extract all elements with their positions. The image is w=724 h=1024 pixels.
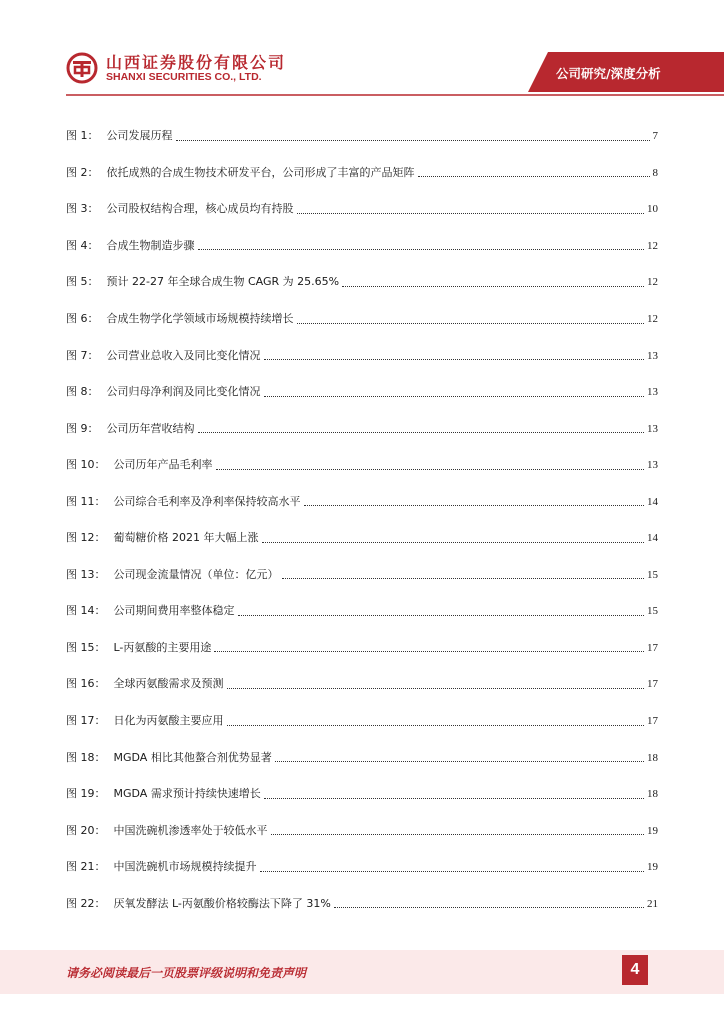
figure-number: 图 18： bbox=[66, 750, 106, 764]
figure-title: 合成生物制造步骤 bbox=[106, 238, 195, 252]
figure-list-item[interactable] bbox=[66, 337, 658, 374]
figure-list-item[interactable] bbox=[66, 703, 658, 740]
figure-title: 公司现金流量情况（单位：亿元） bbox=[113, 567, 279, 581]
dot-leader bbox=[227, 725, 645, 726]
figure-number: 图 1： bbox=[66, 129, 99, 143]
figure-title: MGDA 需求预计持续快速增长 bbox=[113, 787, 261, 801]
figure-number: 图 5： bbox=[66, 275, 99, 289]
figure-number: 图 17： bbox=[66, 714, 106, 728]
figure-number: 图 13： bbox=[66, 567, 106, 581]
figure-number: 图 6： bbox=[66, 312, 99, 325]
figure-title: 日化为丙氨酸主要应用 bbox=[113, 714, 224, 728]
figure-title: 依托成熟的合成生物技术研发平台，公司形成了丰富的产品矩阵 bbox=[106, 165, 415, 179]
dot-leader bbox=[198, 432, 645, 433]
figure-page-number: 7 bbox=[652, 130, 658, 143]
figure-list-item[interactable] bbox=[66, 812, 658, 849]
figure-page-number: 8 bbox=[652, 166, 658, 179]
figure-title: 葡萄糖价格 2021 年大幅上涨 bbox=[113, 531, 259, 545]
figure-list bbox=[66, 118, 658, 922]
dot-leader bbox=[238, 615, 645, 616]
figure-list-item[interactable] bbox=[66, 301, 658, 338]
dot-leader bbox=[216, 469, 645, 470]
figure-page-number: 17 bbox=[647, 715, 658, 728]
footer-band bbox=[0, 940, 724, 1024]
figure-page-number: 21 bbox=[647, 897, 658, 910]
figure-list-item[interactable] bbox=[66, 593, 658, 630]
dot-leader bbox=[227, 688, 645, 689]
figure-list-item[interactable] bbox=[66, 776, 658, 813]
figure-list-item[interactable] bbox=[66, 483, 658, 520]
figure-title: 中国洗碗机渗透率处于较低水平 bbox=[113, 823, 268, 837]
dot-leader bbox=[282, 578, 645, 579]
figure-number: 图 22： bbox=[66, 896, 106, 910]
figure-page-number: 18 bbox=[647, 751, 658, 764]
figure-page-number: 18 bbox=[647, 788, 658, 801]
figure-title: 公司发展历程 bbox=[106, 129, 173, 143]
figure-title: 预计 22-27 年全球合成生物 CAGR 为 25.65% bbox=[106, 275, 340, 289]
figure-page-number: 19 bbox=[647, 824, 658, 837]
figure-page-number: 10 bbox=[647, 203, 658, 216]
figure-title: 公司股权结构合理，核心成员均有持股 bbox=[106, 202, 294, 216]
figure-list-item[interactable] bbox=[66, 410, 658, 447]
figure-title: 公司综合毛利率及净利率保持较高水平 bbox=[113, 494, 301, 508]
figure-list-item[interactable] bbox=[66, 557, 658, 594]
dot-leader bbox=[260, 871, 645, 872]
figure-list-item[interactable] bbox=[66, 739, 658, 776]
figure-list-item[interactable] bbox=[66, 118, 658, 155]
dot-leader bbox=[275, 761, 644, 762]
figure-title: MGDA 相比其他螯合剂优势显著 bbox=[113, 750, 272, 764]
figure-title: 公司历年营收结构 bbox=[106, 421, 195, 435]
figure-number: 图 12： bbox=[66, 531, 106, 545]
figure-page-number: 17 bbox=[647, 641, 658, 654]
figure-number: 图 15： bbox=[66, 640, 106, 654]
dot-leader bbox=[264, 798, 644, 799]
figure-number: 图 20： bbox=[66, 823, 106, 837]
figure-page-number: 19 bbox=[647, 861, 658, 874]
figure-title: 厌氧发酵法 L-丙氨酸价格较酶法下降了 31% bbox=[113, 896, 331, 910]
figure-page-number: 15 bbox=[647, 568, 658, 581]
figure-list-item[interactable] bbox=[66, 520, 658, 557]
dot-leader bbox=[214, 651, 644, 652]
figure-page-number: 13 bbox=[647, 459, 658, 472]
figure-page-number: 14 bbox=[647, 495, 658, 508]
section-label: 公司研究/深度分析 bbox=[556, 66, 661, 81]
figure-number: 图 11： bbox=[66, 494, 106, 508]
figure-number: 图 3： bbox=[66, 202, 99, 216]
page-header bbox=[0, 0, 724, 100]
figure-page-number: 12 bbox=[647, 239, 658, 252]
figure-list-item[interactable] bbox=[66, 885, 658, 922]
dot-leader bbox=[264, 359, 645, 360]
figure-title: 公司营业总收入及同比变化情况 bbox=[106, 348, 261, 362]
figure-list-item[interactable] bbox=[66, 849, 658, 886]
figure-list-item[interactable] bbox=[66, 630, 658, 667]
figure-title: 中国洗碗机市场规模持续提升 bbox=[113, 860, 257, 874]
figure-list-item[interactable] bbox=[66, 447, 658, 484]
dot-leader bbox=[297, 213, 645, 214]
figure-list-item[interactable] bbox=[66, 374, 658, 411]
dot-leader bbox=[334, 907, 644, 908]
page-number: 4 bbox=[622, 955, 648, 985]
figure-page-number: 13 bbox=[647, 386, 658, 399]
figure-number: 图 9： bbox=[66, 421, 99, 435]
figure-list-item[interactable] bbox=[66, 264, 658, 301]
dot-leader bbox=[418, 176, 650, 177]
figure-number: 图 16： bbox=[66, 677, 106, 691]
dot-leader bbox=[262, 542, 645, 543]
figure-title: 公司期间费用率整体稳定 bbox=[113, 604, 235, 618]
dot-leader bbox=[198, 249, 645, 250]
figure-number: 图 8： bbox=[66, 385, 99, 399]
figure-number: 图 21： bbox=[66, 860, 106, 874]
company-name-en: SHANXI SECURITIES CO., LTD. bbox=[106, 71, 262, 83]
figure-list-item[interactable] bbox=[66, 191, 658, 228]
figure-list-item[interactable] bbox=[66, 155, 658, 192]
company-logo-icon bbox=[66, 52, 98, 84]
figure-number: 图 4： bbox=[66, 238, 99, 252]
dot-leader bbox=[264, 396, 645, 397]
dot-leader bbox=[271, 834, 645, 835]
figure-number: 图 2： bbox=[66, 165, 99, 179]
footer-disclaimer: 请务必阅读最后一页股票评级说明和免责声明 bbox=[66, 966, 307, 980]
figure-page-number: 12 bbox=[647, 276, 658, 289]
figure-title: 公司历年产品毛利率 bbox=[113, 458, 213, 472]
figure-number: 图 19： bbox=[66, 787, 106, 801]
company-name-cn: 山西证券股份有限公司 bbox=[106, 53, 287, 72]
figure-number: 图 14： bbox=[66, 604, 106, 618]
figure-number: 图 7： bbox=[66, 348, 99, 362]
figure-page-number: 13 bbox=[647, 422, 658, 435]
figure-list-item[interactable] bbox=[66, 666, 658, 703]
dot-leader bbox=[176, 140, 650, 141]
figure-number: 图 10： bbox=[66, 458, 106, 472]
dot-leader bbox=[304, 505, 645, 506]
figure-title: L-丙氨酸的主要用途 bbox=[113, 640, 212, 654]
dot-leader bbox=[297, 323, 645, 324]
figure-title: 合成生物学化学领域市场规模持续增长 bbox=[106, 312, 294, 325]
figure-page-number: 13 bbox=[647, 349, 658, 362]
figure-list-item[interactable] bbox=[66, 228, 658, 265]
figure-title: 公司归母净利润及同比变化情况 bbox=[106, 385, 261, 399]
figure-title: 全球丙氨酸需求及预测 bbox=[113, 677, 224, 691]
figure-page-number: 12 bbox=[647, 313, 658, 325]
figure-page-number: 14 bbox=[647, 532, 658, 545]
dot-leader bbox=[342, 286, 644, 287]
figure-page-number: 15 bbox=[647, 605, 658, 618]
figure-page-number: 17 bbox=[647, 678, 658, 691]
